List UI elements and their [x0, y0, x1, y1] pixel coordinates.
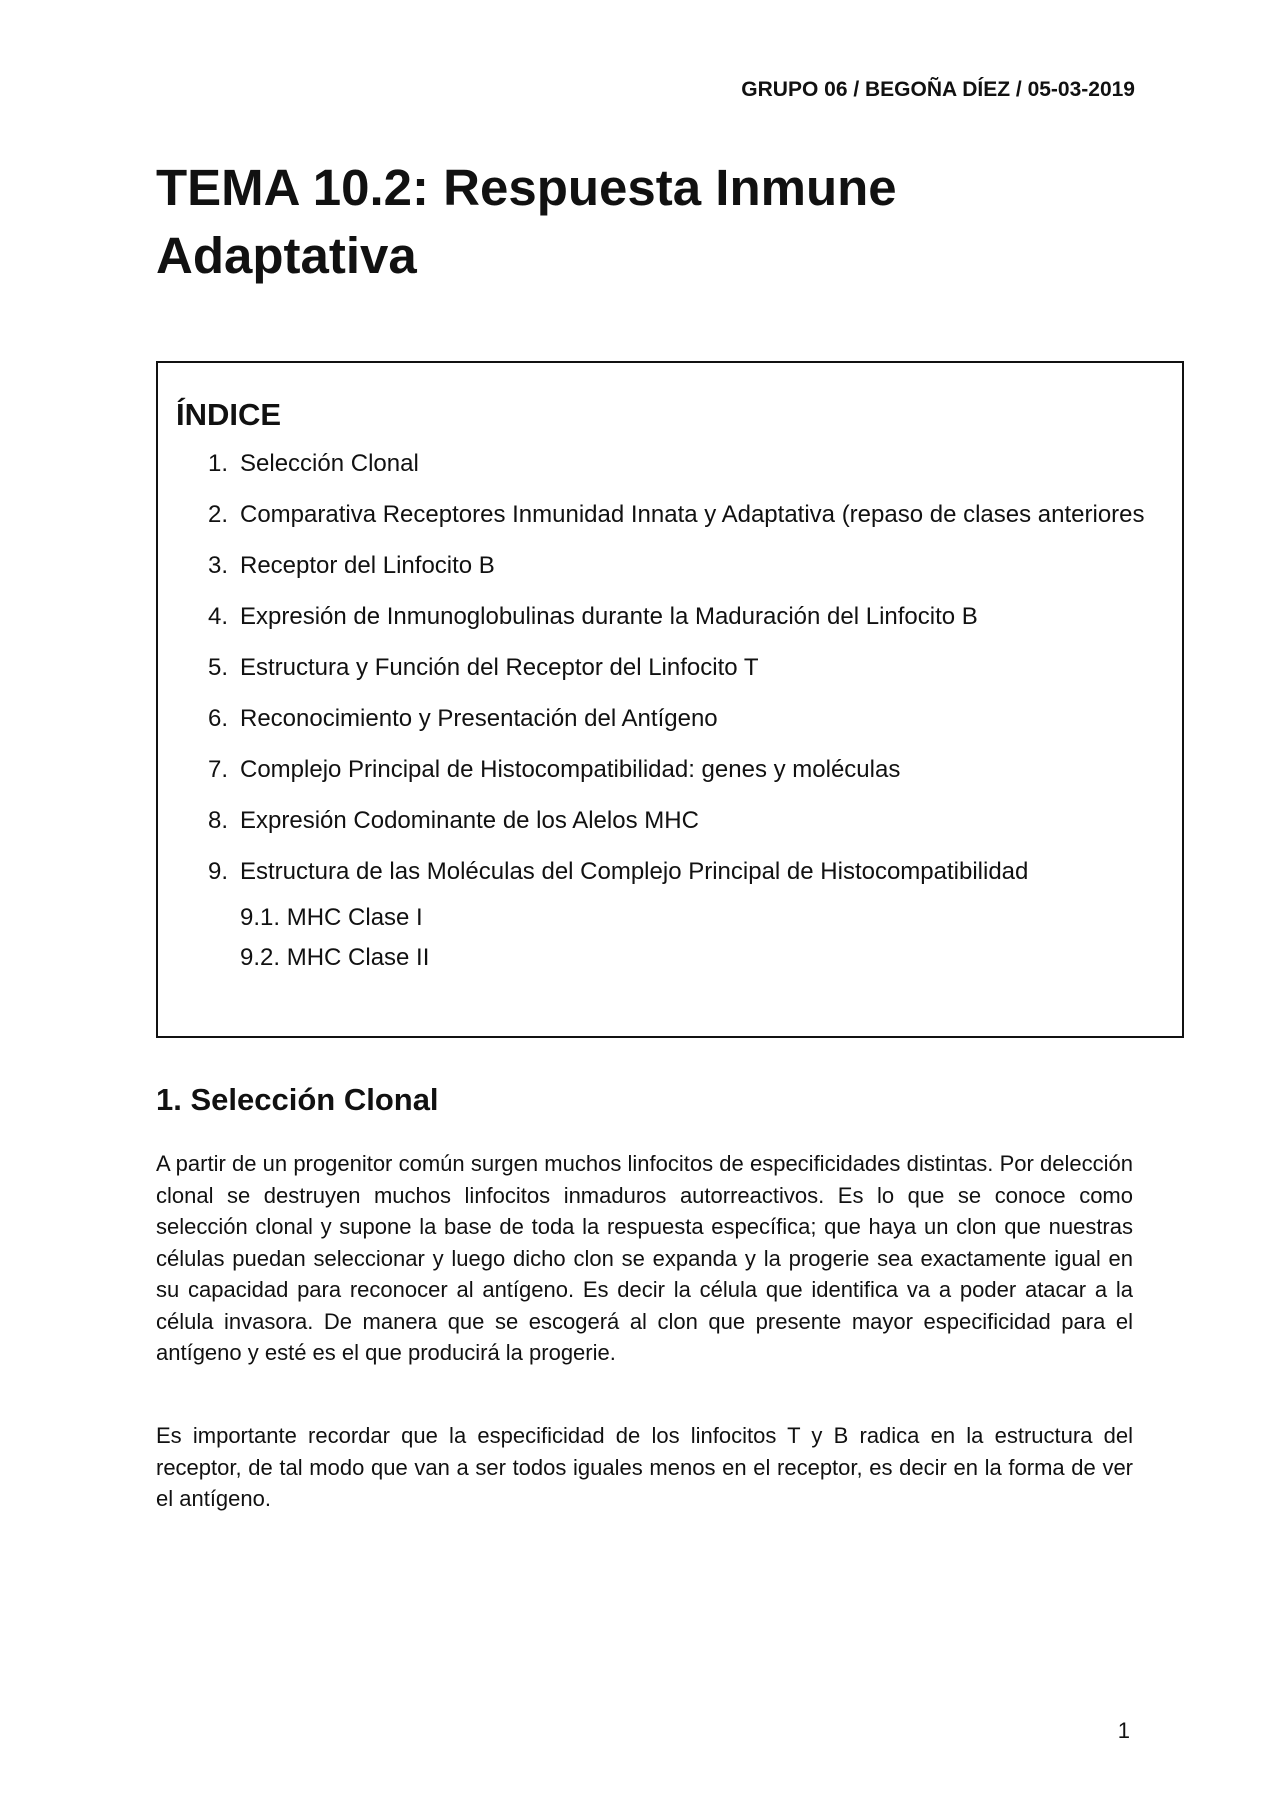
index-box [156, 361, 1184, 1038]
index-title: ÍNDICE [176, 397, 282, 432]
index-item-number: 9. [207, 858, 228, 885]
index-item-number: 1. [207, 450, 228, 477]
index-subitem: 9.1. MHC Clase I [240, 904, 423, 931]
index-item-text: Reconocimiento y Presentación del Antígeno [240, 705, 718, 732]
index-item-text: Selección Clonal [240, 450, 419, 477]
section-paragraph: A partir de un progenitor común surgen muchos linfocitos de especificidades distintas. Por delección clonal se destruyen muchos linfocitos inmaduros autorreactivos. Es lo que se conoce como selección clonal y supone la base de toda la respuesta específica; que haya un clon que nuestras células puedan seleccionar y luego dicho clon se expanda y la progerie sea exactamente igual en su capacidad para reconocer al antígeno. Es decir la célula que identifica va a poder atacar a la célula invasora. De manera que se escogerá al clon que presente mayor especificidad para el antígeno y esté es el que producirá la progerie. [156, 1151, 1133, 1365]
index-item-text: Complejo Principal de Histocompatibilidad: genes y moléculas [240, 756, 901, 783]
index-item [176, 551, 1168, 581]
index-item [176, 704, 1168, 734]
index-item-text: Expresión Codominante de los Alelos MHC [240, 807, 699, 834]
index-item [176, 755, 1168, 785]
index-item [176, 602, 1168, 632]
document-header: GRUPO 06 / BEGOÑA DÍEZ / 05-03-2019 [741, 78, 1135, 101]
section-title: 1. Selección Clonal [156, 1082, 439, 1117]
index-item [176, 857, 1168, 887]
page-number: 1 [1117, 1718, 1130, 1743]
index-item [176, 653, 1168, 683]
index-item [176, 449, 1168, 479]
index-item-number: 4. [207, 603, 228, 630]
index-item-number: 8. [207, 807, 228, 834]
index-item-number: 3. [207, 552, 228, 579]
index-item-number: 7. [207, 756, 228, 783]
index-item-text: Estructura de las Moléculas del Complejo Principal de Histocompatibilidad [240, 858, 1029, 885]
index-sublist [176, 898, 1168, 978]
index-item-number: 6. [207, 705, 228, 732]
document-title [156, 154, 1156, 290]
title-line-2: Adaptativa [156, 227, 417, 284]
index-item-number: 5. [207, 654, 228, 681]
title-line-1: TEMA 10.2: Respuesta Inmune [156, 159, 897, 216]
index-item-text: Receptor del Linfocito B [240, 552, 495, 579]
index-item [176, 500, 1168, 530]
index-item [176, 806, 1168, 836]
index-item-number: 2. [207, 501, 228, 528]
section-paragraph: Es importante recordar que la especificidad de los linfocitos T y B radica en la estructura del receptor, de tal modo que van a ser todos iguales menos en el receptor, es decir en la forma de ver el antígeno. [156, 1423, 1133, 1511]
index-subitem: 9.2. MHC Clase II [240, 944, 430, 971]
index-list [176, 449, 1168, 887]
index-item-text: Comparativa Receptores Inmunidad Innata y Adaptativa (repaso de clases anteriores [240, 501, 1145, 528]
index-item-text: Estructura y Función del Receptor del Linfocito T [240, 654, 759, 681]
index-item-text: Expresión de Inmunoglobulinas durante la Maduración del Linfocito B [240, 603, 978, 630]
